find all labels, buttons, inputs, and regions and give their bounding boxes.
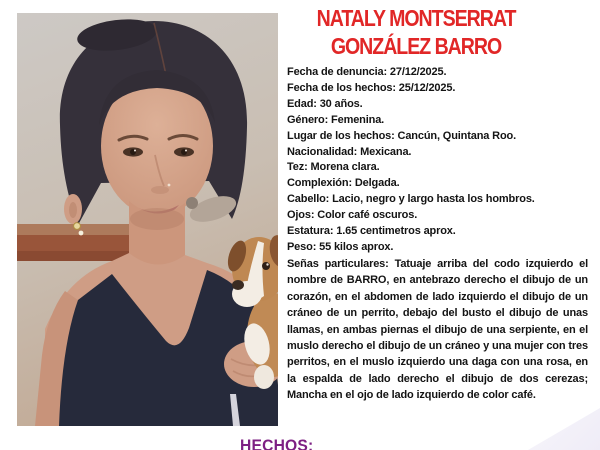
detail-lugar-hechos: Lugar de los hechos: Cancún, Quintana Roo. [287,129,517,142]
detail-tez: Tez: Morena clara. [287,161,380,174]
page-title [306,4,525,60]
background-wood-band [17,224,129,261]
detail-peso: Peso: 55 kilos aprox. [287,240,394,253]
detail-fecha-hechos: Fecha de los hechos: 25/12/2025. [287,81,456,94]
detail-fecha-denuncia: Fecha de denuncia: 27/12/2025. [287,66,447,78]
detail-edad: Edad: 30 años. [287,97,363,110]
person-details [287,65,588,404]
title-line-1: NATALY MONTSERRAT [316,5,516,31]
detail-nacionalidad: Nacionalidad: Mexicana. [287,145,412,158]
detail-estatura: Estatura: 1.65 centimetros aprox. [287,225,456,238]
detail-senas-particulares: Señas particulares: Tatuaje arriba del codo izquierdo el nombre de BARRO, en antebrazo derecho el dibujo de un corazón, en el abdomen de lado izquierdo el dibujo de un cráneo de un perrito, debajo del busto el dibujo de unas llamas, en ambas piernas el dibujo de una serpiente, en el muslo derecho el dibujo de un cráneo y una mujer con tres perritos, en el muslo izquierdo una daga con una rosa, en la espalda de lado derecho el dibujo de dos cerezas; Mancha en el ojo de lado izquierdo de color café. [287,257,588,402]
photo-illustration [17,13,278,426]
detail-cabello: Cabello: Lacio, negro y largo hasta los hombros. [287,193,535,206]
title-line-2: GONZÁLEZ BARRO [330,33,502,59]
poster-content [287,4,588,404]
corner-decoration [528,408,600,450]
missing-person-photo [17,13,278,426]
hechos-section-heading: HECHOS: [240,436,314,450]
detail-ojos: Ojos: Color café oscuros. [287,209,418,222]
detail-genero: Género: Femenina. [287,113,385,126]
detail-complexion: Complexión: Delgada. [287,177,400,190]
